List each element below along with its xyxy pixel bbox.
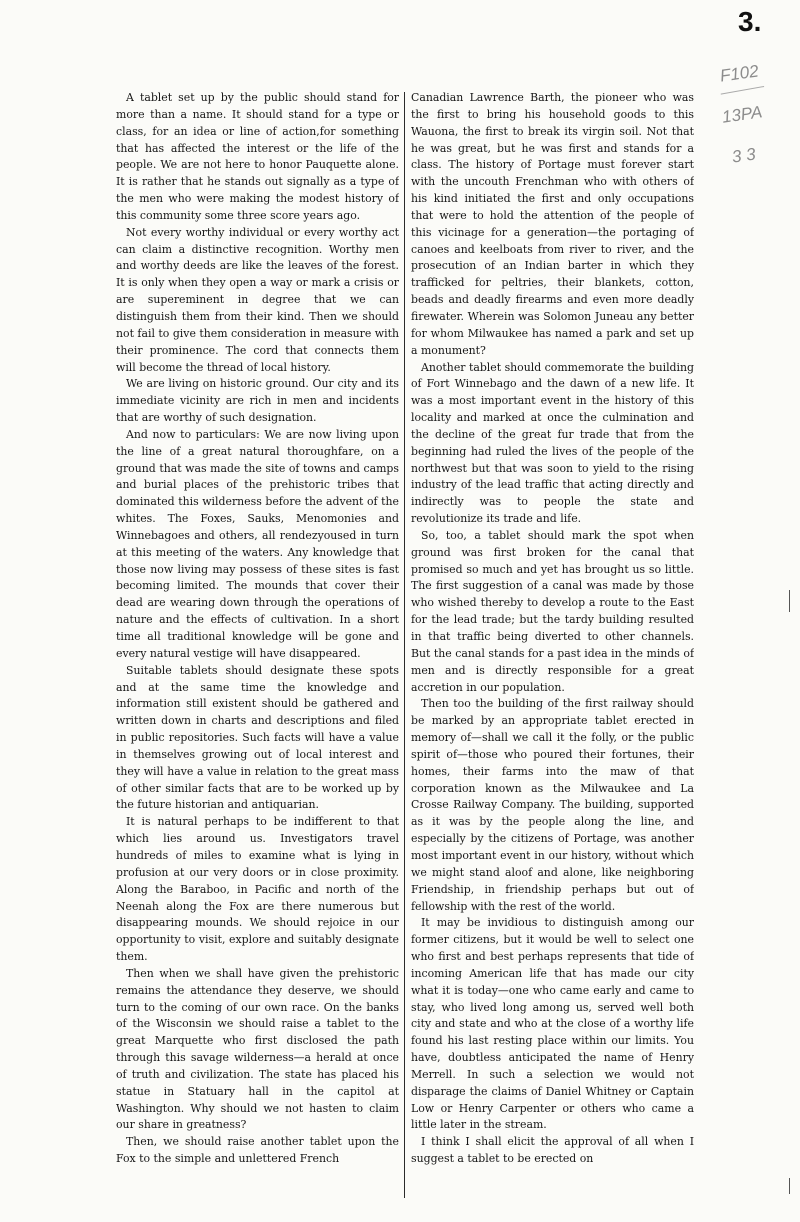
paragraph: A tablet set up by the public should stand for more than a name. It should stand for a type or class, for an idea or line of action,for something that has affected the interest or the life of the people. We are not here to honor Pauquette alone. It is rather that he stands out signally as a type of the men who were making the modest history of this community some three score years ago.	[116, 91, 399, 222]
paragraph: Suitable tablets should designate these spots and at the same time the knowledge and information still existent should be gathered and written down in charts and descriptions and filed in public repositories. Such facts will have a value in themselves growing out of local interest and they will have a value in relation to the great mass of other similar facts that are to be worked up by the future historian and antiquarian.	[116, 663, 399, 812]
paragraph: Not every worthy individual or every worthy act can claim a distinctive recognition. Worthy men and worthy deeds are like the leaves of the forest. It is only when they open a way or mark a crisis or are supereminent in degree that we can distinguish them from their kind. Then we should not fail to give them consideration in measure with their prominence. The cord that connects them will become the thread of local history.	[116, 225, 399, 374]
article-column-left	[116, 90, 399, 1200]
paragraph: It is natural perhaps to be indifferent to that which lies around us. Investigators travel hundreds of miles to examine what is lying in profusion at our very doors or in close proximity. Along the Baraboo, in Pacific and north of the Neenah along the Fox are there numerous but disappearing mounds. We should rejoice in our opportunity to visit, explore and suitably designate them.	[116, 815, 399, 964]
edge-mark	[789, 1178, 790, 1194]
paragraph: And now to particulars: We are now living upon the line of a great natural thoroughfare, on a ground that was made the site of towns and camps and burial places of the prehistoric tribes that dominated this wilderness before the advent of the whites. The Foxes, Sauks, Menomonies and Winnebagoes and others, all rendezyoused in turn at this meeting of the waters. Any knowledge that those now living may possess of these sites is fast becoming limited. The mounds that cover their dead are wearing down through the operations of nature and the effects of cultivation. In a short time all traditional knowledge will be gone and every natural vestige will have disappeared.	[116, 427, 399, 660]
article-column-right	[411, 90, 694, 1200]
paragraph: It may be invidious to distinguish among our former citizens, but it would be well to select one who first and best perhaps represents that tide of incoming American life that has made our city what it is today—one who came early and came to stay, who lived long among us, served well both city and state and who at the close of a worthy life found his last resting place within our limits. You have, doubtless anticipated the name of Henry Merrell. In such a selection we would not disparage the claims of Daniel Whitney or Captain Low or Henry Carpenter or others who came a little later in the stream.	[411, 916, 694, 1132]
paragraph: Then too the building of the first railway should be marked by an appropriate tablet erected in memory of—shall we call it the folly, or the public spirit of—those who poured their fortunes, their homes, their farms into the maw of that corporation known as the Milwaukee and La Crosse Railway Company. The building, supported as it was by the people along the line, and especially by the citizens of Portage, was another most important event in our history, without which we might stand aloof and alone, like neighboring Friendship, in friendship perhaps but out of fellowship with the rest of the world.	[411, 697, 694, 913]
pencil-note: 3 3	[730, 144, 757, 167]
column-divider	[404, 92, 405, 1198]
paragraph: So, too, a tablet should mark the spot when ground was first broken for the canal that promised so much and yet has brought us so little. The first suggestion of a canal was made by those who wished thereby to develop a route to the East for the lead trade; but the tardy building resulted in that traffic being diverted to other channels. But the canal stands for a past idea in the minds of men and is directly responsible for a great accretion in our population.	[411, 528, 694, 694]
paragraph: Canadian Lawrence Barth, the pioneer who was the first to bring his household goods to this Wauona, the first to break its virgin soil. Not that he was great, but he was first and stands for a class. The history of Portage must forever start with the uncouth Frenchman who with others of his kind initiated the first and only occupations that were to hold the attention of the people of this vicinage for a generation—the portaging of canoes and keelboats from river to river, and the prosecution of an Indian barter in which they trafficked for peltries, their blankets, cotton, beads and deadly firearms and even more deadly firewater. Wherein was Solomon Juneau any better for whom Milwaukee has named a park and set up a monument?	[411, 91, 694, 357]
edge-mark	[789, 590, 790, 612]
paragraph: We are living on historic ground. Our city and its immediate vicinity are rich in men and incidents that are worthy of such designation.	[116, 377, 399, 425]
pencil-note: 13PA	[720, 102, 764, 127]
pencil-note: F102	[718, 61, 760, 86]
paragraph: Another tablet should commemorate the building of Fort Winnebago and the dawn of a new life. It was a most important event in the history of this locality and marked at once the culmination and the decline of the great fur trade that from the beginning had ruled the lives of the people of the northwest but that was soon to yield to the rising industry of the lead traffic that acting directly and indirectly was to people the state and revolutionize its trade and life.	[411, 360, 694, 526]
paragraph: Then, we should raise another tablet upon the Fox to the simple and unlettered French	[116, 1135, 399, 1166]
paragraph: Then when we shall have given the prehistoric remains the attendance they deserve, we should turn to the coming of our own race. On the banks of the Wisconsin we should raise a tablet to the great Marquette who first disclosed the path through this savage wilderness—a herald at once of truth and civilization. The state has placed his statue in Statuary hall in the capitol at Washington. Why should we not hasten to claim our share in greatness?	[116, 966, 399, 1132]
page-number: 3.	[738, 6, 762, 37]
paragraph: I think I shall elicit the approval of all when I suggest a tablet to be erected on	[411, 1135, 694, 1166]
